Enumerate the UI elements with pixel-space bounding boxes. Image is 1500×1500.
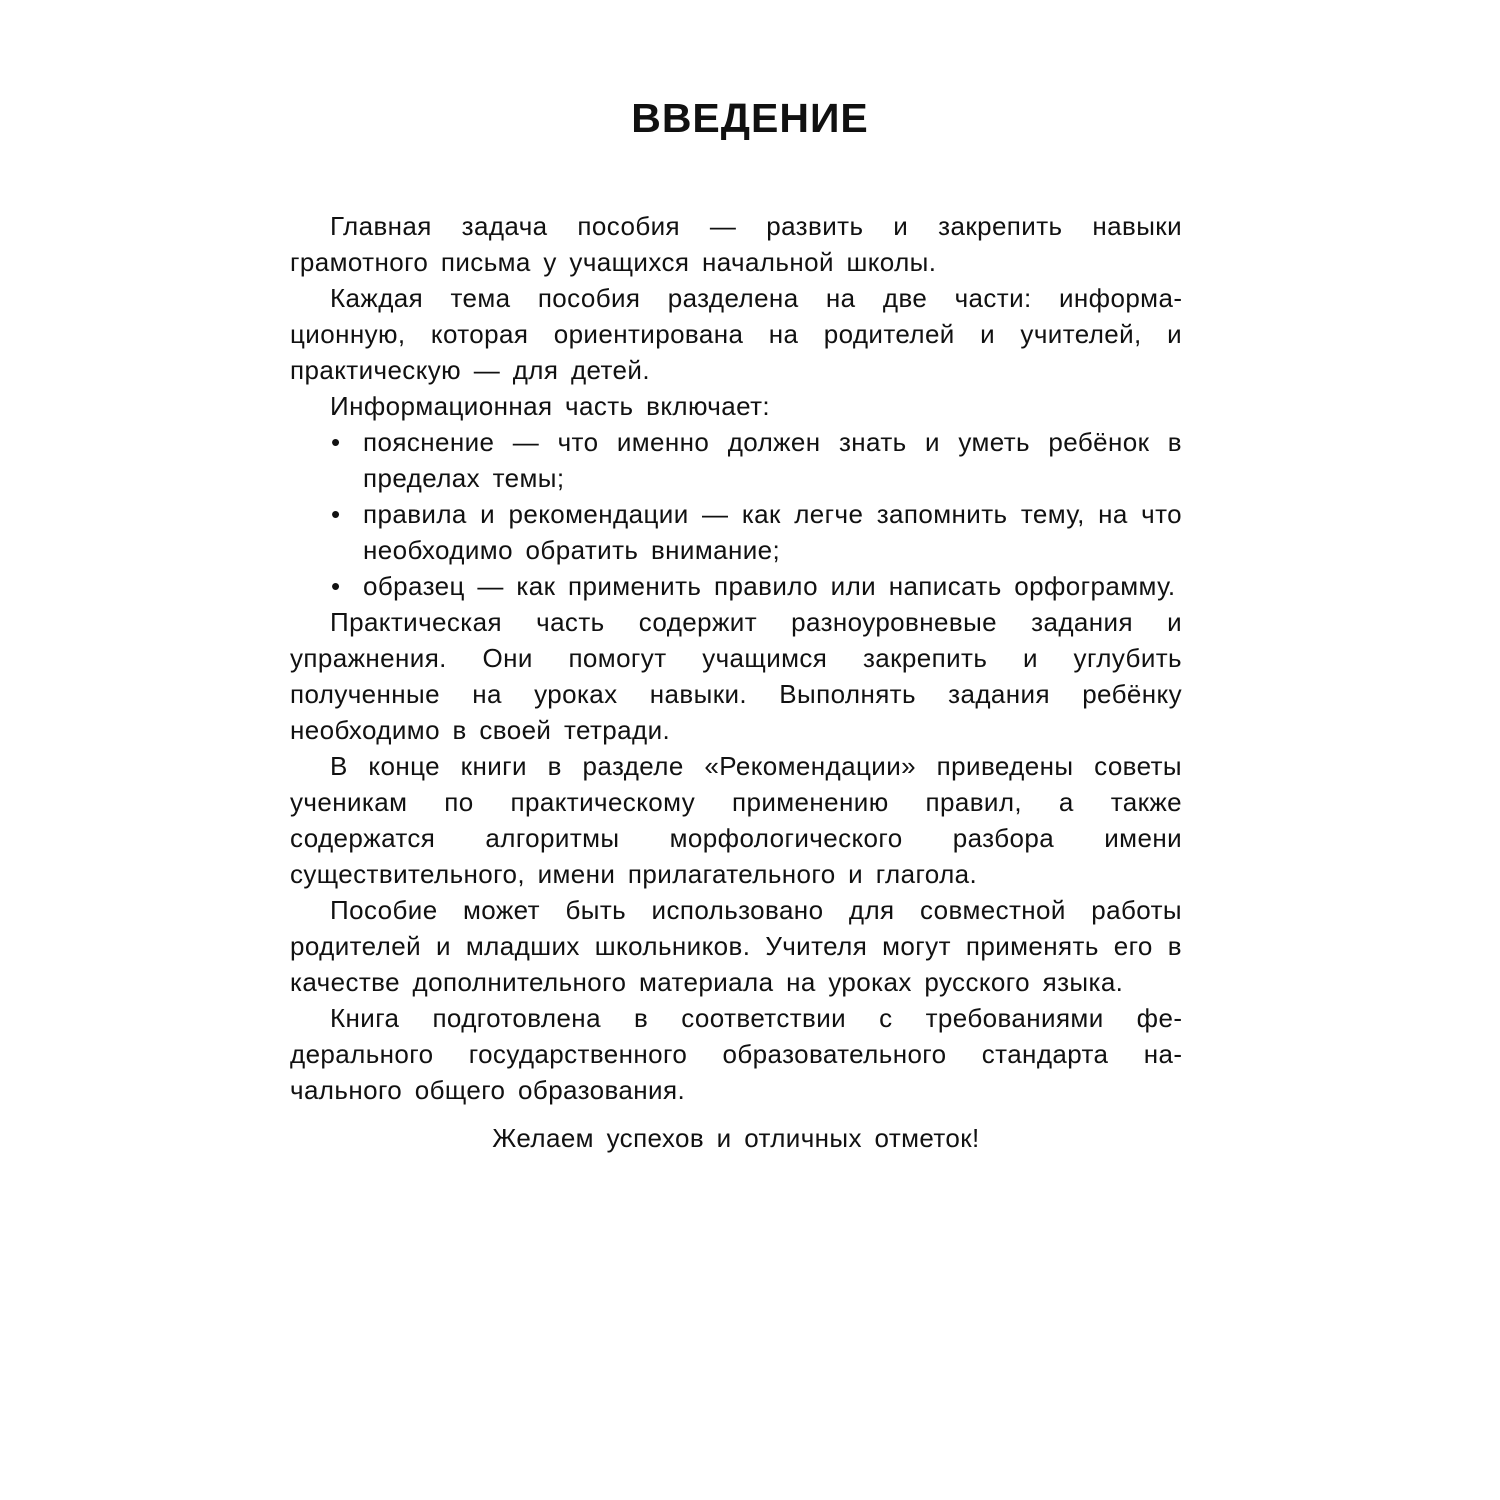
paragraph-usage: Пособие может быть использовано для совместной работы родителей и младших школьников. Учителя могут применять его в качестве дополнительного материала на уроках русского языка. — [290, 895, 1182, 997]
list-item — [331, 496, 1182, 568]
paragraph-recommendations: В конце книги в разделе «Рекомендации» приведены советы ученикам по практическому применению правил, а также содержатся алгоритмы морфологического разбора имени существительного, имени прилагательного и глагола. — [290, 751, 1182, 889]
bullet-icon: • — [331, 427, 341, 457]
intro-text — [290, 208, 1182, 1156]
list-item-text: пояснение — что именно должен знать и уметь ребёнок в пределах темы; — [363, 427, 1182, 493]
bullet-list — [290, 424, 1182, 604]
paragraph-structure: Каждая тема пособия разделена на две части: информационную, которая ориентирована на родителей и учителей, и практическую — для детей. — [290, 283, 1182, 385]
list-item-text: правила и рекомендации — как легче запомнить тему, на что необходимо обратить внимание; — [363, 499, 1182, 565]
closing-wish: Желаем успехов и отличных отметок! — [492, 1123, 980, 1153]
paragraph-standard: Книга подготовлена в соответствии с требованиями федерального государственного образовательного стандарта начального общего образования. — [290, 1003, 1182, 1105]
list-item-text: образец — как применить правило или написать орфограмму. — [363, 571, 1176, 601]
paragraph-main-goal: Главная задача пособия — развить и закрепить навыки грамотного письма у учащихся начальной школы. — [290, 211, 1182, 277]
bullet-icon: • — [331, 571, 341, 601]
page-title: ВВЕДЕНИЕ — [631, 95, 869, 141]
list-item — [331, 424, 1182, 496]
list-item — [331, 568, 1182, 604]
paragraph-info-part: Информационная часть включает: — [330, 391, 771, 421]
paragraph-practical-part: Практическая часть содержит разноуровневые задания и упражнения. Они помогут учащимся закрепить и углубить полученные на уроках навыки. Выполнять задания ребёнку необходимо в своей тетради. — [290, 607, 1182, 745]
bullet-icon: • — [331, 499, 341, 529]
